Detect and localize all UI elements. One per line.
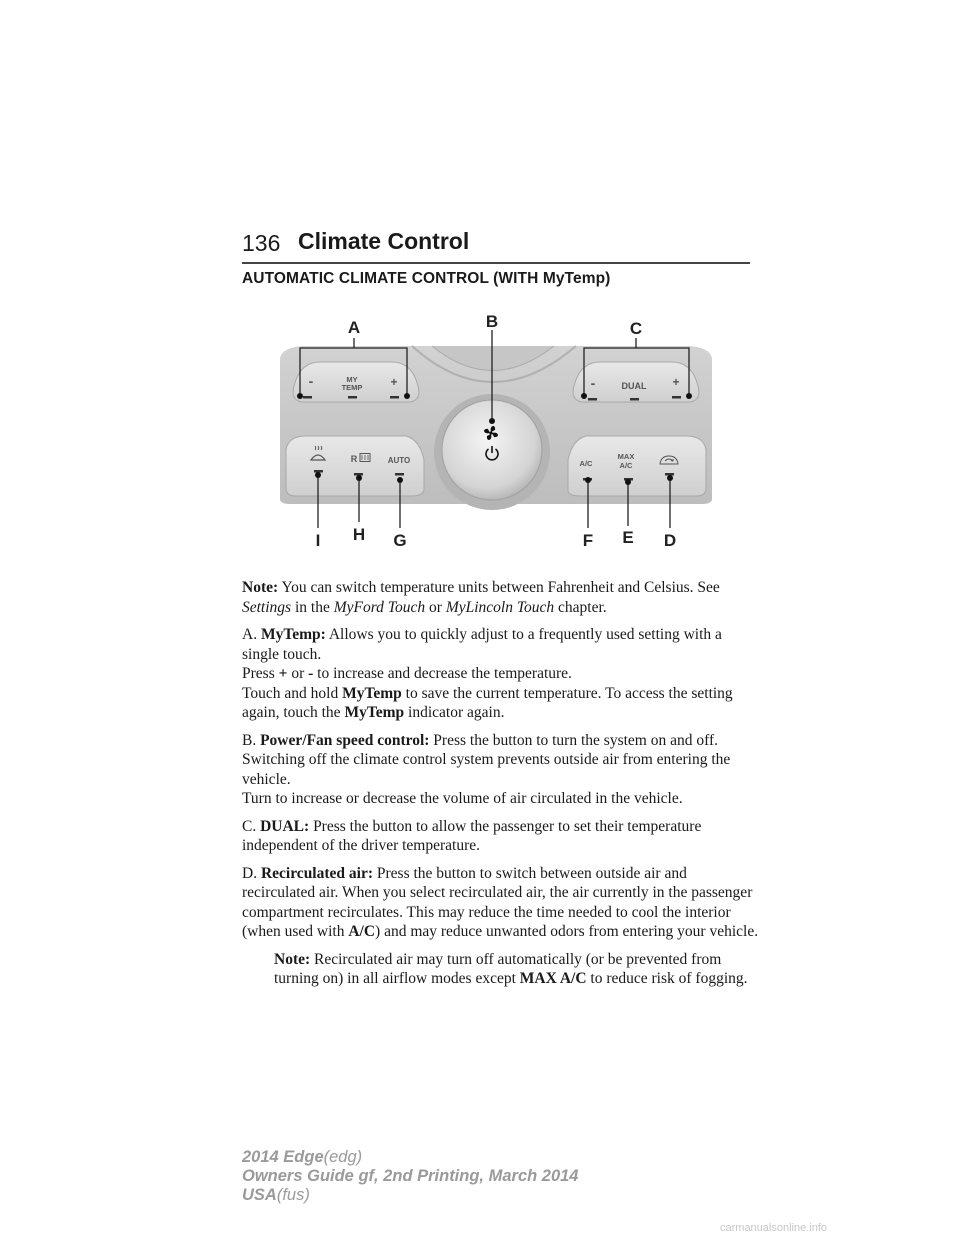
callout-e: E: [622, 528, 634, 547]
callout-b: B: [485, 312, 499, 331]
callout-d: D: [663, 531, 677, 550]
watermark: carmanualsonline.info: [720, 1222, 828, 1234]
callout-f: F: [582, 531, 594, 550]
rear-defrost-label: R: [350, 454, 358, 464]
mytemp-plus-label: +: [390, 375, 398, 389]
mytemp-temp-label: TEMP: [341, 383, 363, 392]
max-label: MAX: [617, 452, 635, 461]
climate-control-diagram: [242, 300, 750, 560]
max-ac-label: A/C: [619, 461, 633, 470]
chapter-title: Climate Control: [298, 228, 470, 254]
item-c-dual: C. DUAL: Press the button to allow the passenger to set their temperature independent of the driver temperature.: [242, 817, 702, 854]
footer-guide: Owners Guide gf, 2nd Printing, March 2014: [242, 1167, 579, 1185]
callout-g: G: [393, 531, 407, 550]
auto-label: AUTO: [387, 456, 411, 465]
mytemp-my-label: MY: [346, 375, 358, 384]
body-text: [242, 578, 762, 997]
page-number: 136: [242, 230, 281, 256]
callout-a: A: [347, 318, 361, 337]
footer-model: 2014 Edge: [242, 1148, 324, 1166]
note-fogging: Note: Recirculated air may turn off automatically (or be prevented from turning on) in all airflow modes except MAX A/C to reduce risk of fogging.: [274, 950, 748, 987]
dual-label: DUAL: [621, 381, 647, 391]
footer-region-code: (fus): [276, 1186, 310, 1204]
ac-label: A/C: [579, 459, 593, 468]
footer-region: USA: [242, 1186, 277, 1204]
page-footer: [242, 1148, 579, 1205]
item-b-power-fan: B. Power/Fan speed control: Press the button to turn the system on and off. Switching off the climate control system prevents outside air from entering the vehicle. Turn to increase or decrease the volume of air circulated in the vehicle.: [242, 731, 731, 807]
callout-i: I: [315, 531, 321, 550]
section-title: AUTOMATIC CLIMATE CONTROL (WITH MyTemp): [242, 270, 611, 287]
footer-model-code: (edg): [323, 1148, 363, 1166]
page-header: [242, 228, 750, 264]
item-d-recirculated-air: D. Recirculated air: Press the button to switch between outside air and recirculated air. When you select recirculated air, the air currently in the passenger compartment recirculates. This may reduce the time needed to cool the interior (when used with A/C) and may reduce unwanted odors from entering your vehicle.: [242, 864, 759, 940]
dual-plus-label: +: [672, 375, 680, 389]
bottom-left-button-group: [286, 436, 424, 496]
dual-minus-label: -: [590, 375, 596, 391]
item-a-mytemp: A. MyTemp: Allows you to quickly adjust to a frequently used setting with a single touch. Press + or - to increase and decrease the temperature. Touch and hold MyTemp to save the current temperature. To access the setting again, touch the MyTemp indicator again.: [242, 626, 733, 721]
note-units: Note: You can switch temperature units between Fahrenheit and Celsius. See Settings in the MyFord Touch or MyLincoln Touch chapter.: [242, 579, 720, 616]
mytemp-minus-label: -: [308, 373, 314, 389]
callout-c: C: [629, 319, 643, 338]
callout-h: H: [352, 525, 366, 544]
